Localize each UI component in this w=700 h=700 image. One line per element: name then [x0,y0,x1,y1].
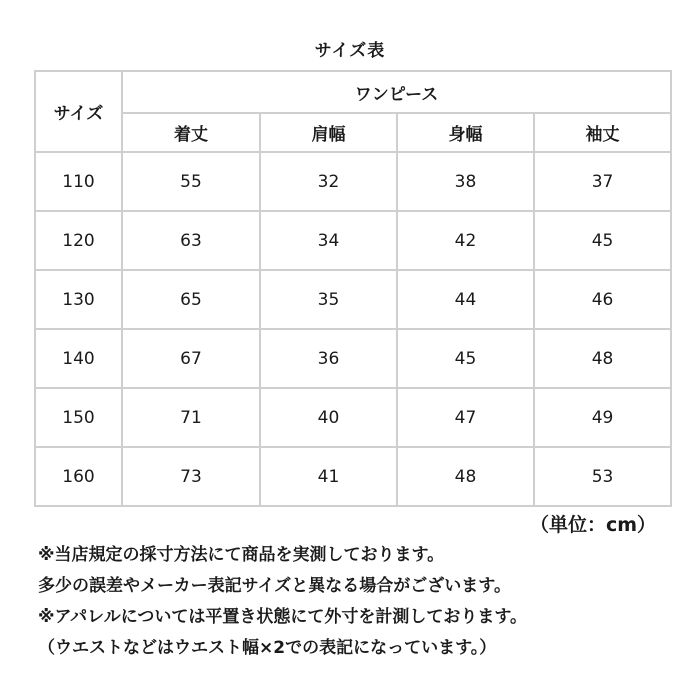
note-line: ※当店規定の採寸方法にて商品を実測しております。 [38,545,445,565]
value-cell: 53 [534,447,671,506]
size-cell: 110 [35,152,122,211]
value-cell: 63 [122,211,260,270]
value-cell: 38 [397,152,534,211]
value-cell: 71 [122,388,260,447]
value-cell: 44 [397,270,534,329]
value-cell: 47 [397,388,534,447]
column-header-length: 着丈 [122,113,260,152]
column-header-shoulder: 肩幅 [260,113,397,152]
value-cell: 36 [260,329,397,388]
page-title: サイズ表 [314,41,386,61]
group-header: ワンピース [122,71,671,113]
column-header-chest: 身幅 [397,113,534,152]
value-cell: 73 [122,447,260,506]
note-line: （ウエストなどはウエスト幅×2での表記になっています。） [38,638,497,658]
value-cell: 34 [260,211,397,270]
value-cell: 48 [397,447,534,506]
value-cell: 37 [534,152,671,211]
value-cell: 40 [260,388,397,447]
table-row [35,211,671,270]
table-row [35,388,671,447]
value-cell: 45 [397,329,534,388]
table-row [35,447,671,506]
value-cell: 48 [534,329,671,388]
value-cell: 65 [122,270,260,329]
column-header-sleeve: 袖丈 [534,113,671,152]
size-column-header: サイズ [35,71,122,152]
size-cell: 160 [35,447,122,506]
note-line: ※アパレルについては平置き状態にて外寸を計測しております。 [38,607,528,627]
value-cell: 67 [122,329,260,388]
note-line: 多少の誤差やメーカー表記サイズと異なる場合がございます。 [38,576,511,596]
size-cell: 130 [35,270,122,329]
value-cell: 45 [534,211,671,270]
table-row [35,270,671,329]
value-cell: 46 [534,270,671,329]
size-cell: 150 [35,388,122,447]
table-row [35,329,671,388]
value-cell: 32 [260,152,397,211]
table-row [35,152,671,211]
size-table [34,70,672,507]
value-cell: 55 [122,152,260,211]
header-row-columns [35,113,671,152]
value-cell: 49 [534,388,671,447]
value-cell: 35 [260,270,397,329]
notes [38,540,678,664]
size-cell: 120 [35,211,122,270]
unit-label: （単位：cm） [529,514,656,536]
header-row-group [35,71,671,113]
size-cell: 140 [35,329,122,388]
value-cell: 41 [260,447,397,506]
value-cell: 42 [397,211,534,270]
